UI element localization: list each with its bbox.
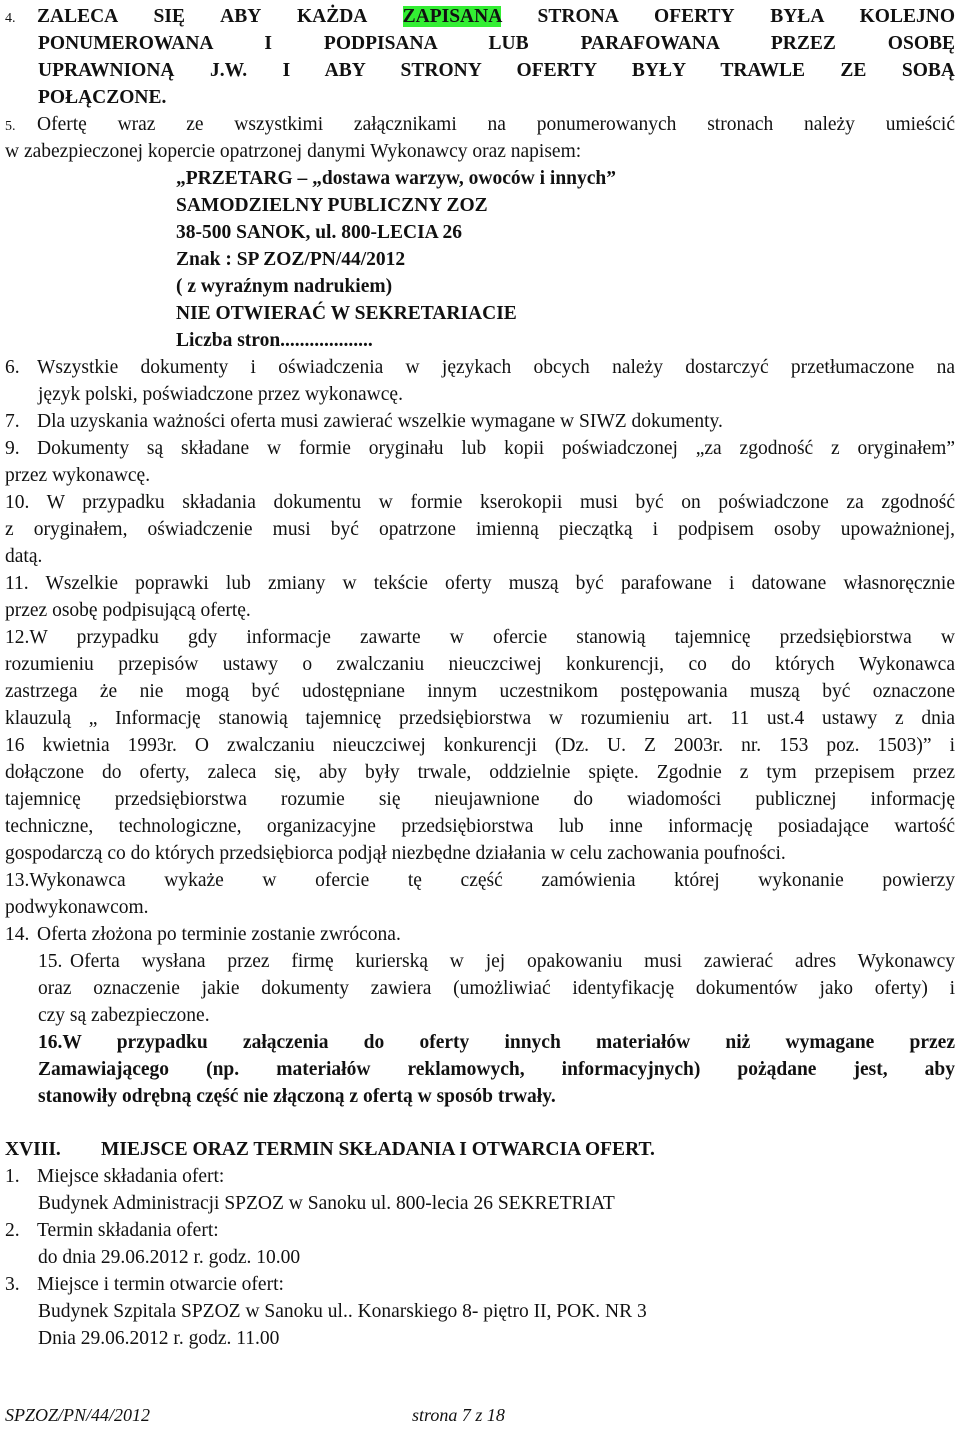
item-15-line-2: oraz oznaczenie jakie dokumenty zawiera (umożliwiać identyfikację dokumentów jako oferty) i bbox=[38, 978, 955, 999]
section-item-3-value: Budynek Szpitala SPZOZ w Sanoku ul.. Konarskiego 8- piętro II, POK. NR 3 bbox=[38, 1301, 647, 1322]
envelope-line-2: SAMODZIELNY PUBLICZNY ZOZ bbox=[176, 195, 488, 216]
item-15-line-1: 15. Oferta wysłana przez firmę kurierską w jej opakowaniu musi zawierać adres Wykonawcy bbox=[38, 948, 955, 975]
section-item-1-value: Budynek Administracji SPZOZ w Sanoku ul. 800-lecia 26 SEKRETRIAT bbox=[38, 1193, 615, 1214]
item-16-line-1: 16.W przypadku załączenia do oferty innych materiałów niż wymagane przez bbox=[38, 1032, 955, 1053]
item-10-line-3: datą. bbox=[5, 546, 43, 567]
footer-page-number: strona 7 z 18 bbox=[412, 1405, 505, 1425]
item-number: 15. bbox=[38, 951, 63, 972]
envelope-line-7: Liczba stron................... bbox=[176, 330, 373, 351]
item-number: 14. bbox=[5, 924, 30, 945]
item-4-line-3: UPRAWNIONĄ J.W. I ABY STRONY OFERTY BYŁY TRAWLE ZE SOBĄ bbox=[38, 60, 955, 81]
footer-doc-id: SPZOZ/PN/44/2012 bbox=[5, 1405, 151, 1425]
item-12-line-7: tajemnicę przedsiębiorstwa rozumie się nieujawnione do wiadomości publicznej informację bbox=[5, 789, 955, 810]
section-heading bbox=[5, 1136, 955, 1163]
item-12-line-9: gospodarczą co do których przedsiębiorca podjął niezbędne działania w celu zachowania poufności. bbox=[5, 843, 786, 864]
item-13-line-1: 13.Wykonawca wykaże w ofercie tę część zamówienia której wykonanie powierzy bbox=[5, 870, 955, 891]
item-6-line-1: 6. Wszystkie dokumenty i oświadczenia w językach obcych należy dostarczyć przetłumaczone na bbox=[5, 354, 955, 381]
item-11-line-2: przez osobę podpisującą ofertę. bbox=[5, 600, 251, 621]
item-number: 6. bbox=[5, 357, 20, 378]
envelope-line-1: „PRZETARG – „dostawa warzyw, owoców i innych” bbox=[176, 168, 617, 189]
item-16-line-2: Zamawiającego (np. materiałów reklamowych, informacyjnych) pożądane jest, aby bbox=[38, 1059, 955, 1080]
item-number: 10. bbox=[5, 492, 30, 513]
item-9-line-1: 9. Dokumenty są składane w formie oryginału lub kopii poświadczonej „za zgodność z oryginałem” bbox=[5, 435, 955, 462]
item-15-line-3: czy są zabezpieczone. bbox=[38, 1005, 210, 1026]
item-6-line-2: język polski, poświadczone przez wykonawcę. bbox=[38, 384, 403, 405]
item-4-line-1: 4. ZALECA SIĘ ABY KAŻDA ZAPISANA STRONA OFERTY BYŁA KOLEJNO bbox=[5, 3, 955, 30]
section-item-2-value: do dnia 29.06.2012 r. godz. 10.00 bbox=[38, 1247, 301, 1268]
item-10-line-1: 10. W przypadku składania dokumentu w formie kserokopii musi być on poświadczone za zgodność bbox=[5, 492, 955, 513]
item-12-line-1: 12.W przypadku gdy informacje zawarte w ofercie stanowią tajemnicę przedsiębiorstwa w bbox=[5, 627, 955, 648]
section-item-3-label: 3. Miejsce i termin otwarcie ofert: bbox=[5, 1271, 955, 1298]
item-4-line-4: POŁĄCZONE. bbox=[38, 87, 167, 108]
item-12-line-6: dołączone do oferty, zaleca się, aby były trwale, oddzielnie spięte. Zgodnie z tym przepisem przez bbox=[5, 762, 955, 783]
item-number: 1. bbox=[5, 1166, 20, 1187]
item-12-line-8: techniczne, technologiczne, organizacyjne przedsiębiorstwa lub inne informację posiadające wartość bbox=[5, 816, 955, 837]
section-item-2-label: 2. Termin składania ofert: bbox=[5, 1217, 955, 1244]
envelope-line-6: NIE OTWIERAĆ W SEKRETARIACIE bbox=[176, 303, 517, 324]
section-title: MIEJSCE ORAZ TERMIN SKŁADANIA I OTWARCIA OFERT. bbox=[101, 1139, 655, 1160]
item-5-line-1: 5. Ofertę wraz ze wszystkimi załącznikami na ponumerowanych stronach należy umieścić bbox=[5, 111, 955, 138]
item-10-line-2: z oryginałem, oświadczenie musi być opatrzone imienną pieczątką i podpisem osoby upoważnionej, bbox=[5, 519, 955, 540]
item-7-line-1: 7. Dla uzyskania ważności oferta musi zawierać wszelkie wymagane w SIWZ dokumenty. bbox=[5, 408, 955, 435]
item-4-line-2: PONUMEROWANA I PODPISANA LUB PARAFOWANA PRZEZ OSOBĘ bbox=[38, 33, 955, 54]
item-number: 3. bbox=[5, 1274, 20, 1295]
item-12-line-5: 16 kwietnia 1993r. O zwalczaniu nieuczciwej konkurencji (Dz. U. Z 2003r. nr. 153 poz. 1503)” i bbox=[5, 735, 955, 756]
item-number: 4. bbox=[5, 11, 16, 26]
envelope-line-3: 38-500 SANOK, ul. 800-LECIA 26 bbox=[176, 222, 463, 243]
section-item-3-value-2: Dnia 29.06.2012 r. godz. 11.00 bbox=[38, 1328, 280, 1349]
section-number: XVIII. bbox=[5, 1139, 61, 1160]
item-number: 9. bbox=[5, 438, 20, 459]
item-14-line-1: 14. Oferta złożona po terminie zostanie zwrócona. bbox=[5, 921, 955, 948]
item-12-line-2: rozumieniu przepisów ustawy o zwalczaniu nieuczciwej konkurencji, co do których Wykonawca bbox=[5, 654, 955, 675]
envelope-line-4: Znak : SP ZOZ/PN/44/2012 bbox=[176, 249, 406, 270]
section-item-1-label: 1. Miejsce składania ofert: bbox=[5, 1163, 955, 1190]
item-9-line-2: przez wykonawcę. bbox=[5, 465, 151, 486]
item-12-line-4: klauzulą „ Informację stanowią tajemnicę przedsiębiorstwa w rozumieniu art. 11 ust.4 ustawy z dnia bbox=[5, 708, 955, 729]
item-13-line-2: podwykonawcom. bbox=[5, 897, 149, 918]
item-number: 11. bbox=[5, 573, 29, 594]
item-11-line-1: 11. Wszelkie poprawki lub zmiany w tekście oferty muszą być parafowane i datowane własnoręcznie bbox=[5, 573, 955, 594]
highlight-text: ZAPISANA bbox=[402, 6, 502, 27]
item-number: 5. bbox=[5, 119, 16, 134]
item-number: 2. bbox=[5, 1220, 20, 1241]
item-number: 7. bbox=[5, 411, 20, 432]
item-16-line-3: stanowiły odrębną część nie złączoną z ofertą w sposób trwały. bbox=[38, 1086, 556, 1107]
envelope-line-5: ( z wyraźnym nadrukiem) bbox=[176, 276, 393, 297]
item-12-line-3: zastrzega że nie mogą być udostępniane innym uczestnikom postępowania muszą być oznaczone bbox=[5, 681, 955, 702]
item-5-line-2: w zabezpieczonej kopercie opatrzonej danymi Wykonawcy oraz napisem: bbox=[5, 141, 582, 162]
